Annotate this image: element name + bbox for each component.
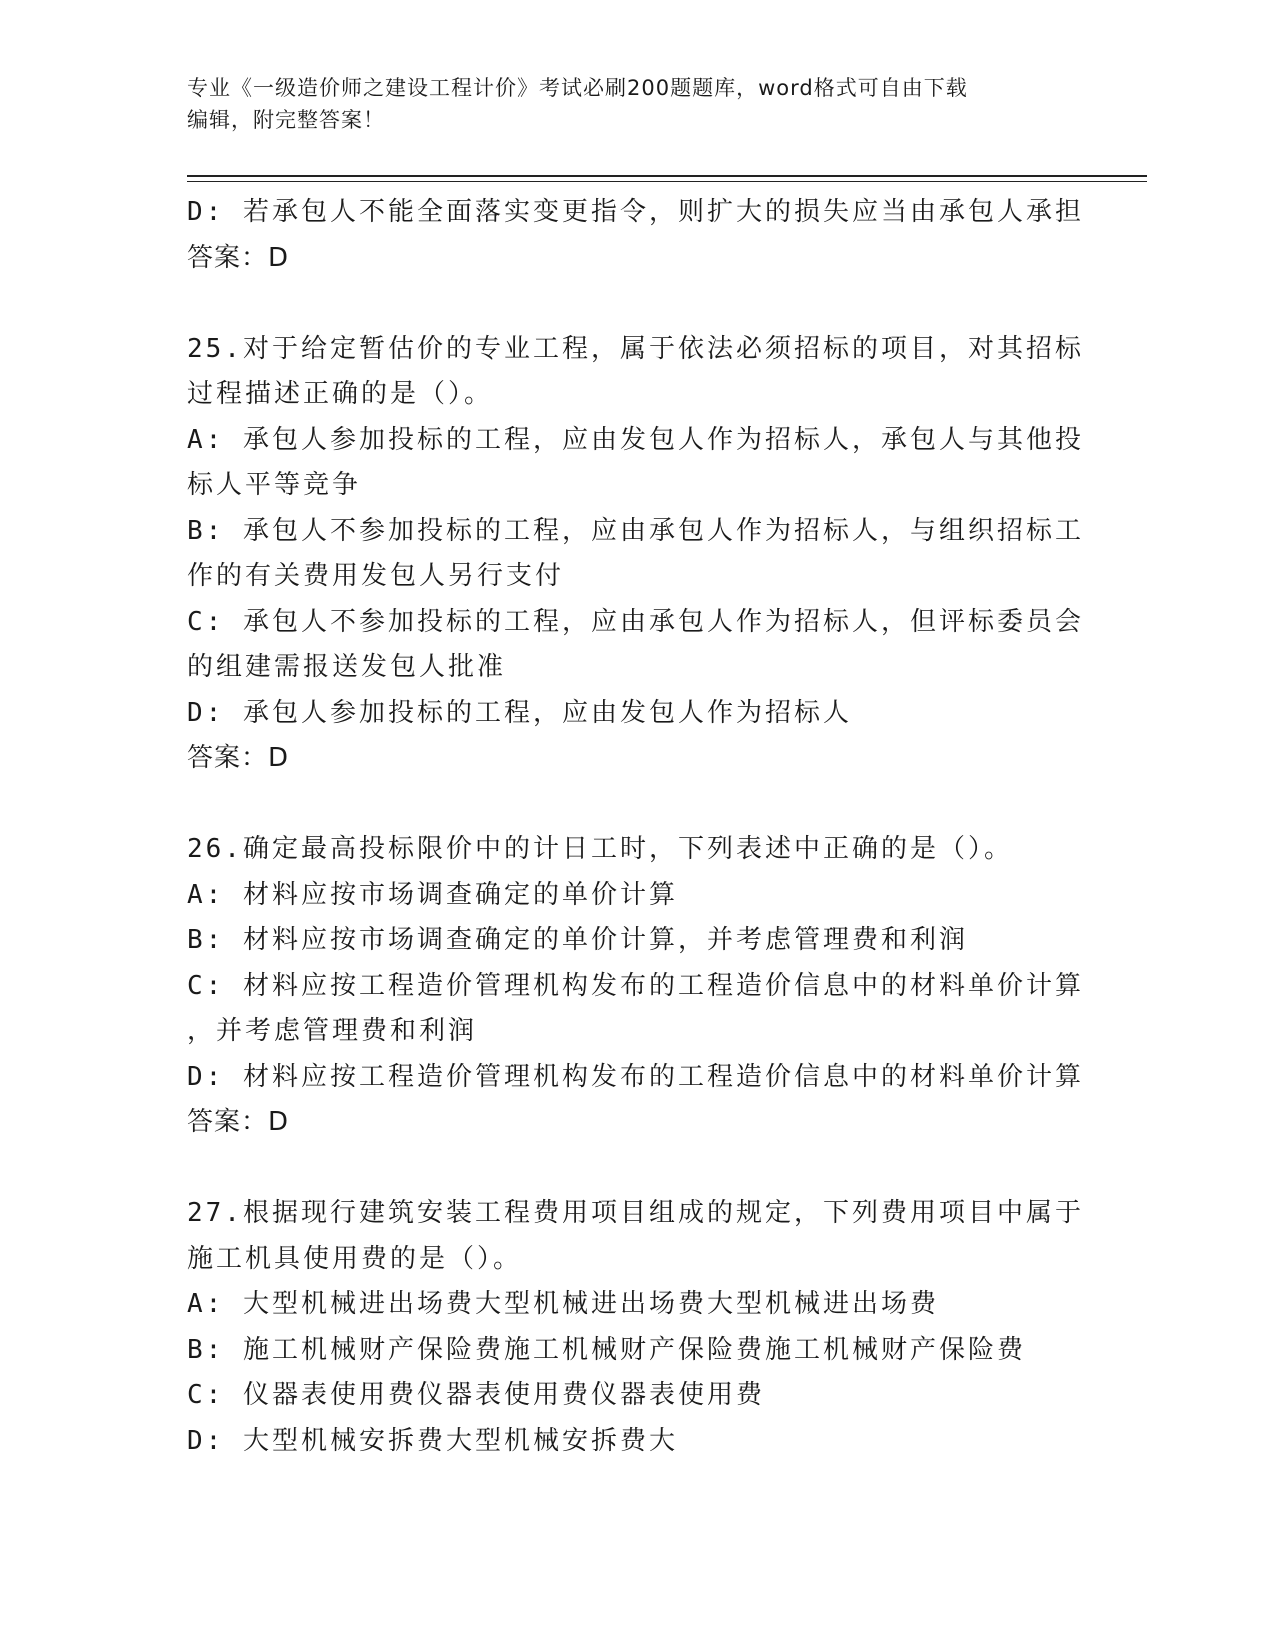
answer: 答案：D [187,242,290,273]
header-title-line-2: 编辑，附完整答案！ [187,108,385,132]
option-b: B: 材料应按市场调查确定的单价计算，并考虑管理费和利润 [187,925,968,955]
question-stem-continued: 过程描述正确的是（）。 [187,379,494,409]
option-c-continued: 的组建需报送发包人批准 [187,652,507,682]
option-d: D: 大型机械安拆费大型机械安拆费大 [187,1425,678,1456]
header-divider-thick [187,175,1147,177]
question-stem: 25.对于给定暂估价的专业工程，属于依法必须招标的项目，对其招标 [187,333,1084,364]
option-d: D: 若承包人不能全面落实变更指令，则扩大的损失应当由承包人承担 [187,197,1084,227]
option-c-continued: ，并考虑管理费和利润 [187,1016,478,1046]
option-a: A: 材料应按市场调查确定的单价计算 [187,879,678,910]
answer: 答案：D [187,743,290,773]
question-stem-continued: 施工机具使用费的是（）。 [187,1243,523,1274]
option-a: A: 大型机械进出场费大型机械进出场费大型机械进出场费 [187,1289,939,1319]
header-title-line-1: 专业《一级造价师之建设工程计价》考试必刷200题题库，word格式可自由下载 [187,76,968,100]
question-stem: 26.确定最高投标限价中的计日工时，下列表述中正确的是（）。 [187,834,1013,864]
option-a-continued: 标人平等竞争 [187,470,362,500]
option-b: B: 承包人不参加投标的工程，应由承包人作为招标人，与组织招标工 [187,515,1084,546]
document-body [187,190,1084,1464]
spacer [187,281,1067,327]
header-divider-thin [187,181,1147,182]
option-d: D: 承包人参加投标的工程，应由发包人作为招标人 [187,697,852,728]
previous-question-tail [187,190,1084,281]
option-c: C: 材料应按工程造价管理机构发布的工程造价信息中的材料单价计算 [187,970,1084,1001]
question-25 [187,327,1084,782]
option-d: D: 材料应按工程造价管理机构发布的工程造价信息中的材料单价计算 [187,1061,1084,1092]
option-c: C: 仪器表使用费仪器表使用费仪器表使用费 [187,1380,765,1410]
option-b-continued: 作的有关费用发包人另行支付 [187,561,565,591]
option-b: B: 施工机械财产保险费施工机械财产保险费施工机械财产保险费 [187,1334,1026,1365]
option-c: C: 承包人不参加投标的工程，应由承包人作为招标人，但评标委员会 [187,606,1084,637]
answer: 答案：D [187,1107,290,1137]
question-27 [187,1191,1084,1464]
document-header [187,72,1077,136]
option-a: A: 承包人参加投标的工程，应由发包人作为招标人，承包人与其他投 [187,424,1084,455]
question-26 [187,827,1084,1146]
question-stem: 27.根据现行建筑安装工程费用项目组成的规定，下列费用项目中属于 [187,1198,1084,1228]
spacer [187,782,1067,828]
spacer [187,1146,1067,1192]
